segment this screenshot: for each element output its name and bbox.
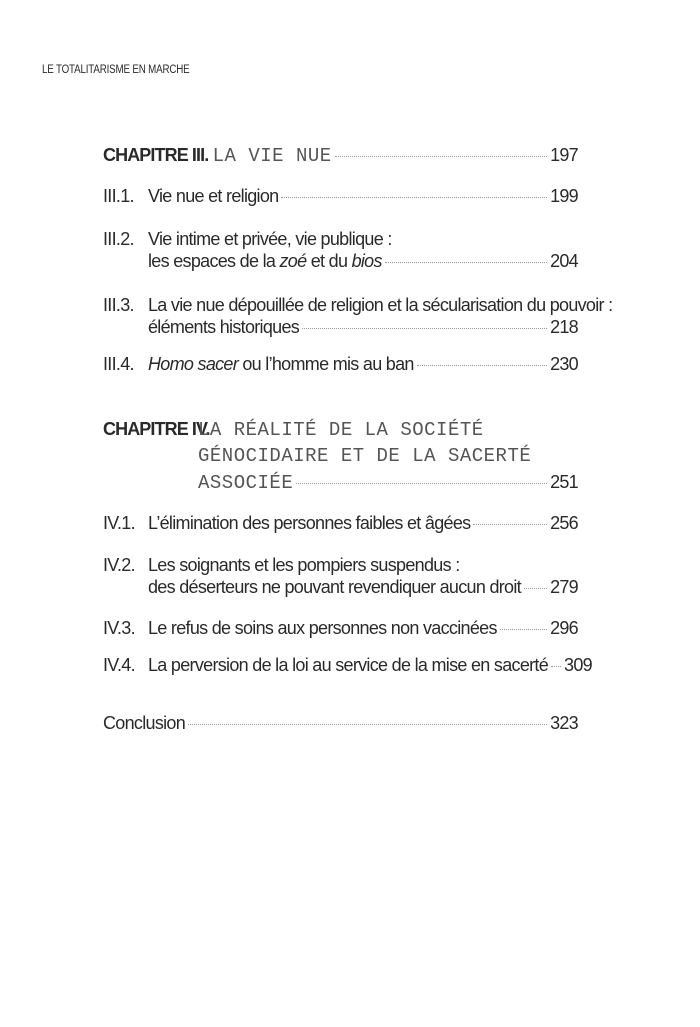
section-title: La perversion de la loi au service de la mise en sacerté (148, 655, 549, 675)
dot-leader (417, 365, 547, 366)
section-number: IV.2. (103, 555, 135, 575)
section-number: III.3. (103, 295, 134, 315)
page-number: 197 (550, 145, 578, 165)
section-number: III.4. (103, 354, 134, 374)
chapter-title-cont: ASSOCIÉE (198, 472, 294, 494)
section-title: Le refus de soins aux personnes non vaccinées (148, 618, 497, 638)
toc-section-4-3[interactable] (103, 617, 578, 639)
dot-leader (302, 328, 547, 329)
chapter-label: CHAPITRE IV. (103, 419, 210, 439)
page-number: 199 (550, 186, 578, 206)
dot-leader (385, 262, 547, 263)
toc-section-3-2[interactable] (103, 228, 578, 272)
section-title: L’élimination des personnes faibles et âgées (148, 513, 471, 533)
running-head: LE TOTALITARISME EN MARCHE (42, 64, 190, 76)
section-title: La vie nue dépouillée de religion et la sécularisation du pouvoir : (148, 295, 613, 315)
section-title-cont: des déserteurs ne pouvant revendiquer aucun droit (148, 577, 521, 597)
page-number: 323 (550, 713, 578, 733)
toc-section-3-3[interactable] (103, 294, 613, 338)
dot-leader (335, 156, 547, 157)
dot-leader (500, 629, 547, 630)
toc-section-3-4[interactable] (103, 353, 578, 375)
dot-leader (188, 724, 547, 725)
toc-chapter-4[interactable] (103, 416, 578, 496)
page-number: 256 (550, 513, 578, 533)
section-number: III.2. (103, 229, 134, 249)
section-title-cont: les espaces de la zoé et du bios (148, 251, 382, 271)
conclusion-title: Conclusion (103, 713, 186, 733)
dot-leader (473, 524, 547, 525)
toc-section-4-1[interactable] (103, 512, 578, 534)
chapter-label: CHAPITRE III. (103, 145, 209, 165)
section-title: Vie intime et privée, vie publique : (148, 229, 392, 249)
page-number: 309 (564, 655, 592, 675)
section-number: IV.3. (103, 618, 135, 638)
section-title-cont: éléments historiques (148, 317, 300, 337)
page-number: 204 (550, 251, 578, 271)
chapter-title-cont: GÉNOCIDAIRE ET DE LA SACERTÉ (198, 445, 532, 467)
toc-chapter-3[interactable] (103, 142, 578, 169)
chapter-title: LA VIE NUE (212, 145, 332, 167)
dot-leader (281, 197, 547, 198)
section-title: Homo sacer ou l’homme mis au ban (148, 354, 414, 374)
page-number: 251 (550, 472, 578, 492)
section-title: Vie nue et religion (148, 186, 279, 206)
section-number: III.1. (103, 186, 134, 206)
section-number: IV.4. (103, 655, 135, 675)
chapter-title: LA RÉALITÉ DE LA SOCIÉTÉ (198, 419, 484, 441)
toc-section-3-1[interactable] (103, 185, 578, 207)
page-number: 218 (550, 317, 578, 337)
dot-leader (296, 483, 547, 484)
page-number: 296 (550, 618, 578, 638)
section-number: IV.1. (103, 513, 135, 533)
page-number: 230 (550, 354, 578, 374)
section-title: Les soignants et les pompiers suspendus : (148, 555, 460, 575)
page-number: 279 (550, 577, 578, 597)
toc-section-4-4[interactable] (103, 654, 592, 676)
toc-conclusion[interactable] (103, 712, 578, 734)
dot-leader (524, 588, 547, 589)
toc-section-4-2[interactable] (103, 554, 578, 598)
dot-leader (551, 666, 561, 667)
